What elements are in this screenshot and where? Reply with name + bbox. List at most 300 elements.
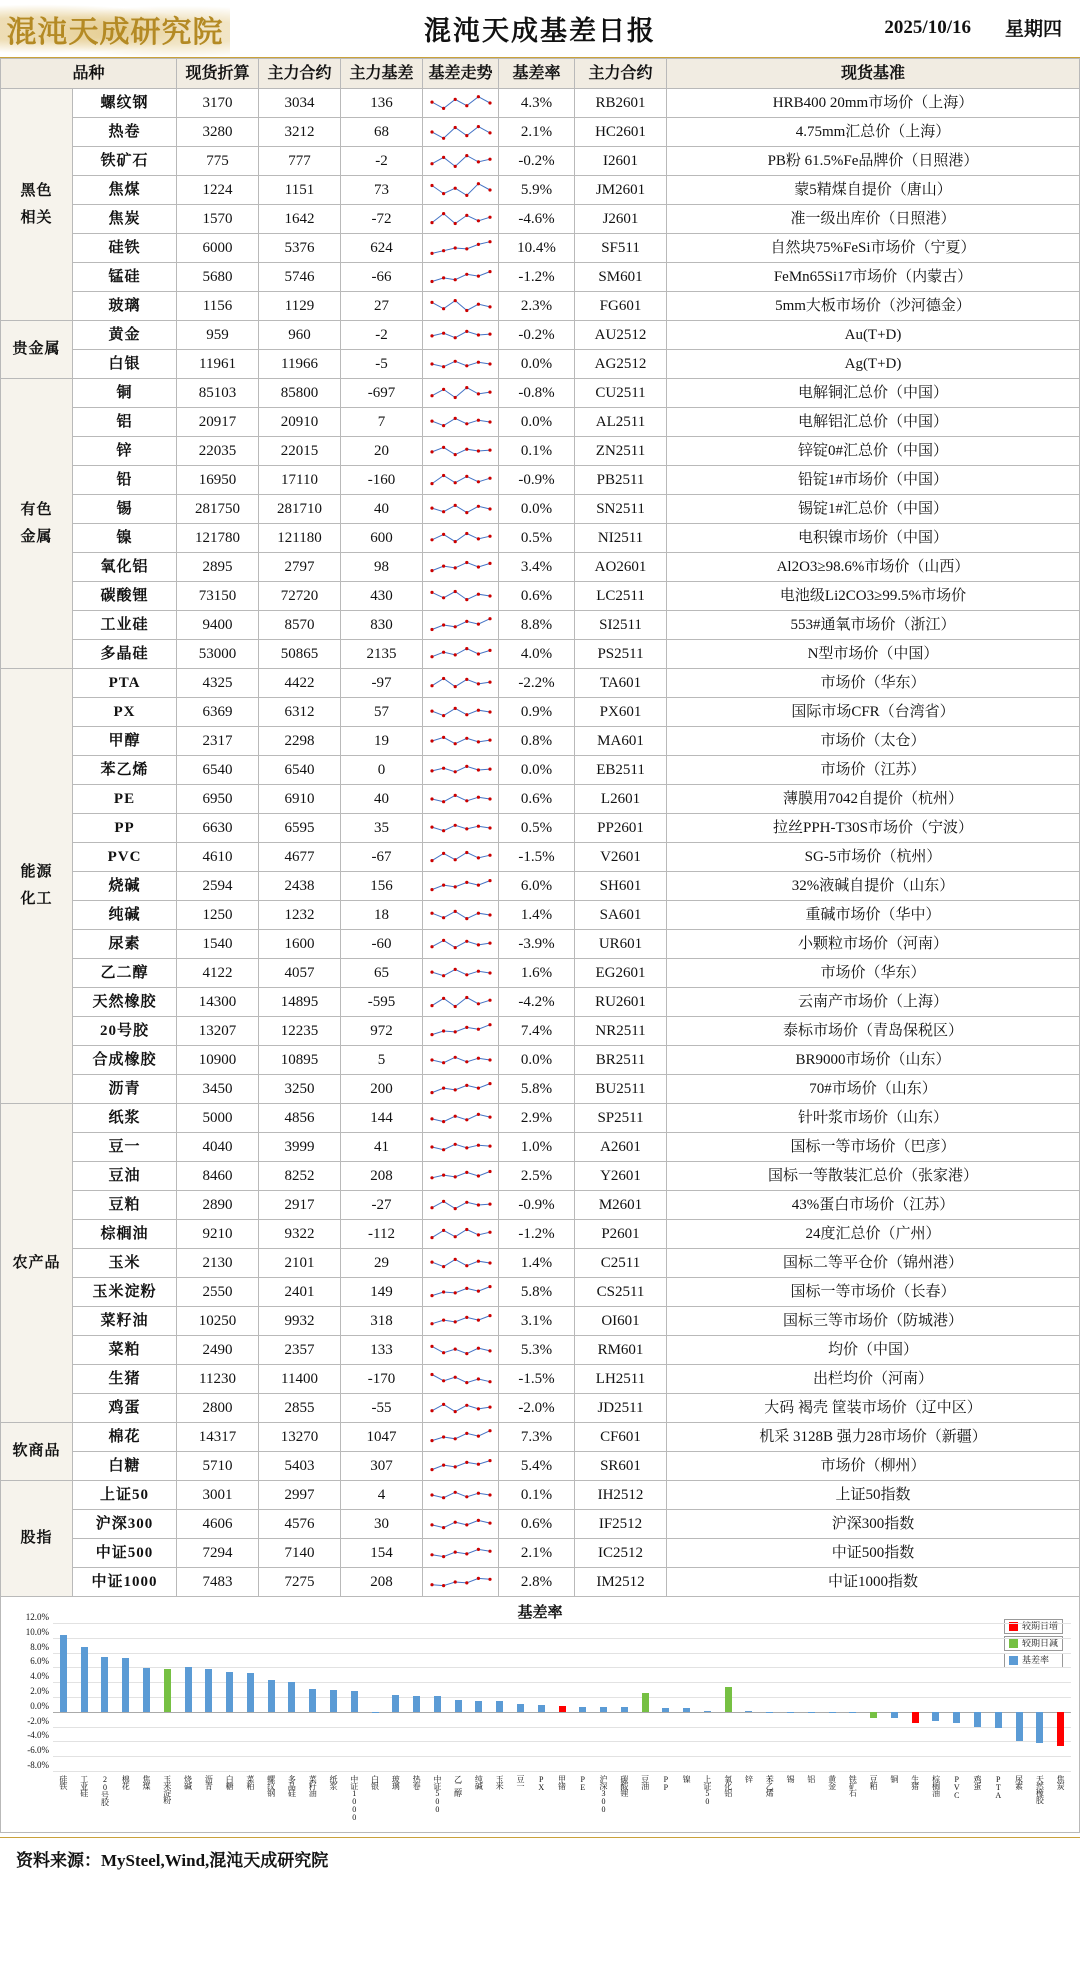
spot-price: 5680 xyxy=(177,263,259,292)
chart-bar xyxy=(766,1712,773,1713)
variety-name: 豆一 xyxy=(73,1133,177,1162)
table-row xyxy=(1,379,1080,408)
main-contract-price: 14895 xyxy=(259,988,341,1017)
main-contract-price: 281710 xyxy=(259,495,341,524)
x-tick-label: 菜籽油 xyxy=(308,1775,318,1796)
table-row xyxy=(1,1423,1080,1452)
company-logo: 混沌天成研究院 xyxy=(0,1,230,57)
basis-rate: 2.9% xyxy=(499,1104,575,1133)
table-row xyxy=(1,1307,1080,1336)
table-row xyxy=(1,930,1080,959)
basis-rate: 5.3% xyxy=(499,1336,575,1365)
col-header-variety: 品种 xyxy=(1,59,177,89)
table-row xyxy=(1,1075,1080,1104)
basis-trend-sparkline xyxy=(423,1162,499,1191)
basis-value: -97 xyxy=(341,669,423,698)
table-row xyxy=(1,1104,1080,1133)
gridline xyxy=(53,1653,1071,1654)
contract-code: SP2511 xyxy=(575,1104,667,1133)
gridline xyxy=(53,1727,1071,1728)
x-tick-label: 热卷 xyxy=(412,1775,422,1789)
spot-price: 2800 xyxy=(177,1394,259,1423)
variety-name: 乙二醇 xyxy=(73,959,177,988)
x-tick-label: 棉花 xyxy=(121,1775,131,1789)
spot-standard: HRB400 20mm市场价（上海） xyxy=(667,89,1080,118)
main-contract-price: 10895 xyxy=(259,1046,341,1075)
contract-code: P2601 xyxy=(575,1220,667,1249)
spot-standard: 32%液碱自提价（山东） xyxy=(667,872,1080,901)
chart-bar xyxy=(143,1668,150,1712)
variety-name: 纸浆 xyxy=(73,1104,177,1133)
table-row xyxy=(1,1452,1080,1481)
col-header-spot: 现货折算 xyxy=(177,59,259,89)
col-header-main-contract: 主力合约 xyxy=(259,59,341,89)
chart-bar xyxy=(496,1701,503,1711)
variety-name: 合成橡胶 xyxy=(73,1046,177,1075)
variety-name: 菜粕 xyxy=(73,1336,177,1365)
table-row xyxy=(1,1220,1080,1249)
main-contract-price: 3212 xyxy=(259,118,341,147)
basis-trend-sparkline xyxy=(423,408,499,437)
spot-price: 6369 xyxy=(177,698,259,727)
contract-code: PB2511 xyxy=(575,466,667,495)
basis-trend-sparkline xyxy=(423,1220,499,1249)
basis-value: 7 xyxy=(341,408,423,437)
basis-value: 208 xyxy=(341,1568,423,1597)
basis-value: 318 xyxy=(341,1307,423,1336)
variety-name: 生猪 xyxy=(73,1365,177,1394)
chart-bar xyxy=(392,1695,399,1712)
y-tick-label: 6.0% xyxy=(30,1656,49,1667)
table-row xyxy=(1,756,1080,785)
basis-rate: -1.2% xyxy=(499,263,575,292)
y-tick-label: 8.0% xyxy=(30,1641,49,1652)
spot-standard: 国标三等市场价（防城港） xyxy=(667,1307,1080,1336)
basis-value: 73 xyxy=(341,176,423,205)
spot-price: 6000 xyxy=(177,234,259,263)
table-row xyxy=(1,292,1080,321)
variety-name: 碳酸锂 xyxy=(73,582,177,611)
chart-bar xyxy=(81,1647,88,1712)
basis-trend-sparkline xyxy=(423,582,499,611)
spot-price: 2550 xyxy=(177,1278,259,1307)
basis-rate: 0.5% xyxy=(499,524,575,553)
basis-value: 208 xyxy=(341,1162,423,1191)
x-tick-label: PTA xyxy=(993,1775,1003,1799)
spot-standard: 电积镍市场价（中国） xyxy=(667,524,1080,553)
basis-value: 19 xyxy=(341,727,423,756)
spot-price: 2130 xyxy=(177,1249,259,1278)
main-contract-price: 11966 xyxy=(259,350,341,379)
contract-code: FG601 xyxy=(575,292,667,321)
variety-name: 上证50 xyxy=(73,1481,177,1510)
variety-name: 焦炭 xyxy=(73,205,177,234)
spot-price: 1540 xyxy=(177,930,259,959)
gridline xyxy=(53,1741,1071,1742)
basis-trend-sparkline xyxy=(423,1336,499,1365)
main-contract-price: 4057 xyxy=(259,959,341,988)
table-row xyxy=(1,1510,1080,1539)
x-tick-label: 苯乙烯 xyxy=(765,1775,775,1796)
main-contract-price: 777 xyxy=(259,147,341,176)
contract-code: SR601 xyxy=(575,1452,667,1481)
chart-x-axis xyxy=(53,1775,1071,1831)
spot-price: 1156 xyxy=(177,292,259,321)
x-tick-label: 沪深300 xyxy=(599,1775,609,1813)
basis-trend-sparkline xyxy=(423,1394,499,1423)
chart-bar xyxy=(912,1712,919,1723)
basis-trend-sparkline xyxy=(423,1075,499,1104)
gridline xyxy=(53,1638,1071,1639)
basis-value: 27 xyxy=(341,292,423,321)
basis-trend-sparkline xyxy=(423,292,499,321)
spot-standard: 大码 褐壳 筐装市场价（辽中区） xyxy=(667,1394,1080,1423)
chart-title: 基差率 xyxy=(517,1605,563,1621)
spot-price: 4122 xyxy=(177,959,259,988)
spot-standard: 重碱市场价（华中） xyxy=(667,901,1080,930)
basis-trend-sparkline xyxy=(423,988,499,1017)
y-tick-label: -2.0% xyxy=(27,1715,49,1726)
spot-price: 3280 xyxy=(177,118,259,147)
basis-value: 41 xyxy=(341,1133,423,1162)
main-contract-price: 8252 xyxy=(259,1162,341,1191)
table-row xyxy=(1,205,1080,234)
y-tick-label: -8.0% xyxy=(27,1760,49,1770)
contract-code: A2601 xyxy=(575,1133,667,1162)
contract-code: SA601 xyxy=(575,901,667,930)
basis-rate: 0.1% xyxy=(499,1481,575,1510)
source-note: 资料来源：MySteel,Wind,混沌天成研究院 xyxy=(0,1837,1080,1881)
spot-price: 4606 xyxy=(177,1510,259,1539)
basis-trend-sparkline xyxy=(423,118,499,147)
x-tick-label: 白银 xyxy=(370,1775,380,1789)
table-row xyxy=(1,553,1080,582)
gridline xyxy=(53,1623,1071,1624)
group-label: 能源 化工 xyxy=(1,669,73,1104)
table-row xyxy=(1,727,1080,756)
table-row xyxy=(1,872,1080,901)
main-contract-price: 4856 xyxy=(259,1104,341,1133)
table-row xyxy=(1,118,1080,147)
spot-standard: 电池级Li2CO3≥99.5%市场价 xyxy=(667,582,1080,611)
contract-code: OI601 xyxy=(575,1307,667,1336)
table-row xyxy=(1,669,1080,698)
main-contract-price: 4677 xyxy=(259,843,341,872)
main-contract-price: 1600 xyxy=(259,930,341,959)
basis-rate: 7.3% xyxy=(499,1423,575,1452)
chart-bar xyxy=(351,1691,358,1712)
table-row xyxy=(1,843,1080,872)
chart-bar xyxy=(683,1708,690,1712)
variety-name: 铁矿石 xyxy=(73,147,177,176)
contract-code: IF2512 xyxy=(575,1510,667,1539)
spot-price: 3170 xyxy=(177,89,259,118)
chart-bar xyxy=(787,1712,794,1713)
contract-code: IC2512 xyxy=(575,1539,667,1568)
header-meta xyxy=(884,14,1062,41)
contract-code: HC2601 xyxy=(575,118,667,147)
spot-standard: SG-5市场价（杭州） xyxy=(667,843,1080,872)
basis-rate: 0.6% xyxy=(499,1510,575,1539)
variety-name: 铜 xyxy=(73,379,177,408)
basis-trend-sparkline xyxy=(423,1510,499,1539)
spot-standard: 市场价（华东） xyxy=(667,669,1080,698)
spot-price: 2490 xyxy=(177,1336,259,1365)
contract-code: CS2511 xyxy=(575,1278,667,1307)
table-row xyxy=(1,147,1080,176)
main-contract-price: 6312 xyxy=(259,698,341,727)
basis-value: 35 xyxy=(341,814,423,843)
variety-name: 豆粕 xyxy=(73,1191,177,1220)
spot-price: 7483 xyxy=(177,1568,259,1597)
basis-rate: 0.6% xyxy=(499,785,575,814)
spot-price: 121780 xyxy=(177,524,259,553)
variety-name: 玉米淀粉 xyxy=(73,1278,177,1307)
table-header-row xyxy=(1,59,1080,89)
basis-rate: -2.2% xyxy=(499,669,575,698)
main-contract-price: 960 xyxy=(259,321,341,350)
spot-standard: 电解铜汇总价（中国） xyxy=(667,379,1080,408)
basis-value: 600 xyxy=(341,524,423,553)
basis-rate: -2.0% xyxy=(499,1394,575,1423)
spot-standard: 5mm大板市场价（沙河德金） xyxy=(667,292,1080,321)
spot-price: 3001 xyxy=(177,1481,259,1510)
basis-trend-sparkline xyxy=(423,901,499,930)
report-weekday: 星期四 xyxy=(1004,19,1062,40)
basis-trend-sparkline xyxy=(423,756,499,785)
spot-standard: 云南产市场价（上海） xyxy=(667,988,1080,1017)
variety-name: 沪深300 xyxy=(73,1510,177,1539)
variety-name: 螺纹钢 xyxy=(73,89,177,118)
spot-standard: N型市场价（中国） xyxy=(667,640,1080,669)
basis-rate: 1.4% xyxy=(499,901,575,930)
spot-standard: 市场价（江苏） xyxy=(667,756,1080,785)
basis-value: 830 xyxy=(341,611,423,640)
y-tick-label: -4.0% xyxy=(27,1730,49,1741)
table-body xyxy=(1,89,1080,1597)
basis-value: 2135 xyxy=(341,640,423,669)
spot-standard: 上证50指数 xyxy=(667,1481,1080,1510)
basis-value: -2 xyxy=(341,321,423,350)
basis-rate: -3.9% xyxy=(499,930,575,959)
basis-value: -27 xyxy=(341,1191,423,1220)
basis-trend-sparkline xyxy=(423,930,499,959)
main-contract-price: 12235 xyxy=(259,1017,341,1046)
chart-bar xyxy=(642,1693,649,1712)
spot-price: 20917 xyxy=(177,408,259,437)
table-row xyxy=(1,437,1080,466)
basis-trend-sparkline xyxy=(423,872,499,901)
spot-standard: 4.75mm汇总价（上海） xyxy=(667,118,1080,147)
spot-standard: 553#通氧市场价（浙江） xyxy=(667,611,1080,640)
spot-standard: 中证1000指数 xyxy=(667,1568,1080,1597)
contract-code: V2601 xyxy=(575,843,667,872)
basis-value: 5 xyxy=(341,1046,423,1075)
basis-trend-sparkline xyxy=(423,379,499,408)
contract-code: AU2512 xyxy=(575,321,667,350)
main-contract-price: 2401 xyxy=(259,1278,341,1307)
spot-standard: 国际市场CFR（台湾省） xyxy=(667,698,1080,727)
table-row xyxy=(1,524,1080,553)
variety-name: 铅 xyxy=(73,466,177,495)
basis-trend-sparkline xyxy=(423,1191,499,1220)
variety-name: 中证500 xyxy=(73,1539,177,1568)
basis-trend-sparkline xyxy=(423,437,499,466)
contract-code: EG2601 xyxy=(575,959,667,988)
spot-price: 13207 xyxy=(177,1017,259,1046)
contract-code: M2601 xyxy=(575,1191,667,1220)
group-label: 贵金属 xyxy=(1,321,73,379)
contract-code: PS2511 xyxy=(575,640,667,669)
report-date: 2025/10/16 xyxy=(884,16,971,38)
spot-price: 6950 xyxy=(177,785,259,814)
contract-code: JD2511 xyxy=(575,1394,667,1423)
basis-rate: -0.2% xyxy=(499,147,575,176)
basis-rate: 2.8% xyxy=(499,1568,575,1597)
basis-rate: -0.2% xyxy=(499,321,575,350)
contract-code: ZN2511 xyxy=(575,437,667,466)
basis-trend-sparkline xyxy=(423,147,499,176)
table-row xyxy=(1,1162,1080,1191)
variety-name: 棕榈油 xyxy=(73,1220,177,1249)
main-contract-price: 50865 xyxy=(259,640,341,669)
basis-rate: 0.0% xyxy=(499,495,575,524)
col-header-basis: 主力基差 xyxy=(341,59,423,89)
table-row xyxy=(1,1336,1080,1365)
basis-value: 430 xyxy=(341,582,423,611)
variety-name: 工业硅 xyxy=(73,611,177,640)
x-tick-label: 上证50 xyxy=(702,1775,712,1805)
basis-value: 98 xyxy=(341,553,423,582)
col-header-spot-standard: 现货基准 xyxy=(667,59,1080,89)
x-tick-label: 工业硅 xyxy=(79,1775,89,1796)
basis-rate: -0.9% xyxy=(499,466,575,495)
basis-trend-sparkline xyxy=(423,495,499,524)
basis-table xyxy=(0,58,1080,1597)
main-contract-price: 6910 xyxy=(259,785,341,814)
spot-price: 14317 xyxy=(177,1423,259,1452)
basis-trend-sparkline xyxy=(423,669,499,698)
basis-value: 307 xyxy=(341,1452,423,1481)
spot-standard: 电解铝汇总价（中国） xyxy=(667,408,1080,437)
gridline xyxy=(53,1756,1071,1757)
contract-code: EB2511 xyxy=(575,756,667,785)
spot-standard: 国标二等平仓价（锦州港） xyxy=(667,1249,1080,1278)
x-tick-label: 玉米淀粉 xyxy=(162,1775,172,1803)
x-tick-label: 乙二醇 xyxy=(453,1775,463,1796)
spot-price: 11961 xyxy=(177,350,259,379)
basis-trend-sparkline xyxy=(423,321,499,350)
main-contract-price: 5376 xyxy=(259,234,341,263)
basis-rate: 0.0% xyxy=(499,1046,575,1075)
variety-name: 锡 xyxy=(73,495,177,524)
chart-bar xyxy=(455,1700,462,1712)
basis-trend-sparkline xyxy=(423,1365,499,1394)
main-contract-price: 11400 xyxy=(259,1365,341,1394)
basis-value: -170 xyxy=(341,1365,423,1394)
basis-value: 57 xyxy=(341,698,423,727)
contract-code: SF511 xyxy=(575,234,667,263)
basis-trend-sparkline xyxy=(423,263,499,292)
contract-code: PX601 xyxy=(575,698,667,727)
variety-name: 菜籽油 xyxy=(73,1307,177,1336)
basis-rate: 0.9% xyxy=(499,698,575,727)
x-tick-label: 氧化铝 xyxy=(723,1775,733,1796)
spot-standard: Al2O3≥98.6%市场价（山西） xyxy=(667,553,1080,582)
main-contract-price: 1232 xyxy=(259,901,341,930)
variety-name: 尿素 xyxy=(73,930,177,959)
basis-trend-sparkline xyxy=(423,553,499,582)
x-tick-label: 鸡蛋 xyxy=(973,1775,982,1789)
basis-rate: 2.3% xyxy=(499,292,575,321)
basis-value: -112 xyxy=(341,1220,423,1249)
basis-rate: 0.8% xyxy=(499,727,575,756)
y-tick-label: -6.0% xyxy=(27,1745,49,1756)
table-row xyxy=(1,640,1080,669)
basis-value: 972 xyxy=(341,1017,423,1046)
x-tick-label: 螺纹钢 xyxy=(266,1775,276,1796)
basis-value: 0 xyxy=(341,756,423,785)
contract-code: CF601 xyxy=(575,1423,667,1452)
table-row xyxy=(1,1191,1080,1220)
group-label: 股指 xyxy=(1,1481,73,1597)
main-contract-price: 4422 xyxy=(259,669,341,698)
table-row xyxy=(1,901,1080,930)
chart-bar xyxy=(559,1706,566,1712)
main-contract-price: 2855 xyxy=(259,1394,341,1423)
page-header xyxy=(0,0,1080,58)
x-tick-label: 纸浆 xyxy=(328,1775,338,1789)
basis-trend-sparkline xyxy=(423,1539,499,1568)
contract-code: IH2512 xyxy=(575,1481,667,1510)
basis-trend-sparkline xyxy=(423,727,499,756)
legend-label: 较期日减 xyxy=(1021,1638,1058,1648)
basis-rate: 1.4% xyxy=(499,1249,575,1278)
variety-name: 热卷 xyxy=(73,118,177,147)
main-contract-price: 9932 xyxy=(259,1307,341,1336)
x-tick-label: 镍 xyxy=(682,1775,692,1782)
basis-trend-sparkline xyxy=(423,640,499,669)
basis-value: 149 xyxy=(341,1278,423,1307)
chart-bar xyxy=(745,1711,752,1712)
chart-y-axis xyxy=(3,1612,51,1775)
spot-price: 53000 xyxy=(177,640,259,669)
table-row xyxy=(1,582,1080,611)
spot-standard: BR9000市场价（山东） xyxy=(667,1046,1080,1075)
basis-value: 4 xyxy=(341,1481,423,1510)
table-row xyxy=(1,814,1080,843)
x-tick-label: 白糖 xyxy=(225,1775,235,1789)
chart-bar xyxy=(226,1672,233,1712)
x-tick-label: 锡 xyxy=(786,1775,796,1782)
x-tick-label: 豆粕 xyxy=(869,1775,879,1789)
contract-code: I2601 xyxy=(575,147,667,176)
spot-price: 85103 xyxy=(177,379,259,408)
y-tick-label: 10.0% xyxy=(25,1626,49,1637)
basis-trend-sparkline xyxy=(423,959,499,988)
x-tick-label: 中证1000 xyxy=(349,1775,359,1821)
spot-price: 4040 xyxy=(177,1133,259,1162)
spot-price: 8460 xyxy=(177,1162,259,1191)
legend-label: 较期日增 xyxy=(1021,1621,1058,1631)
main-contract-price: 20910 xyxy=(259,408,341,437)
contract-code: RB2601 xyxy=(575,89,667,118)
x-tick-label: 玉米 xyxy=(495,1775,505,1789)
spot-standard: 拉丝PPH-T30S市场价（宁波） xyxy=(667,814,1080,843)
variety-name: 棉花 xyxy=(73,1423,177,1452)
spot-standard: 小颗粒市场价（河南） xyxy=(667,930,1080,959)
x-tick-label: 菜粕 xyxy=(245,1775,255,1789)
